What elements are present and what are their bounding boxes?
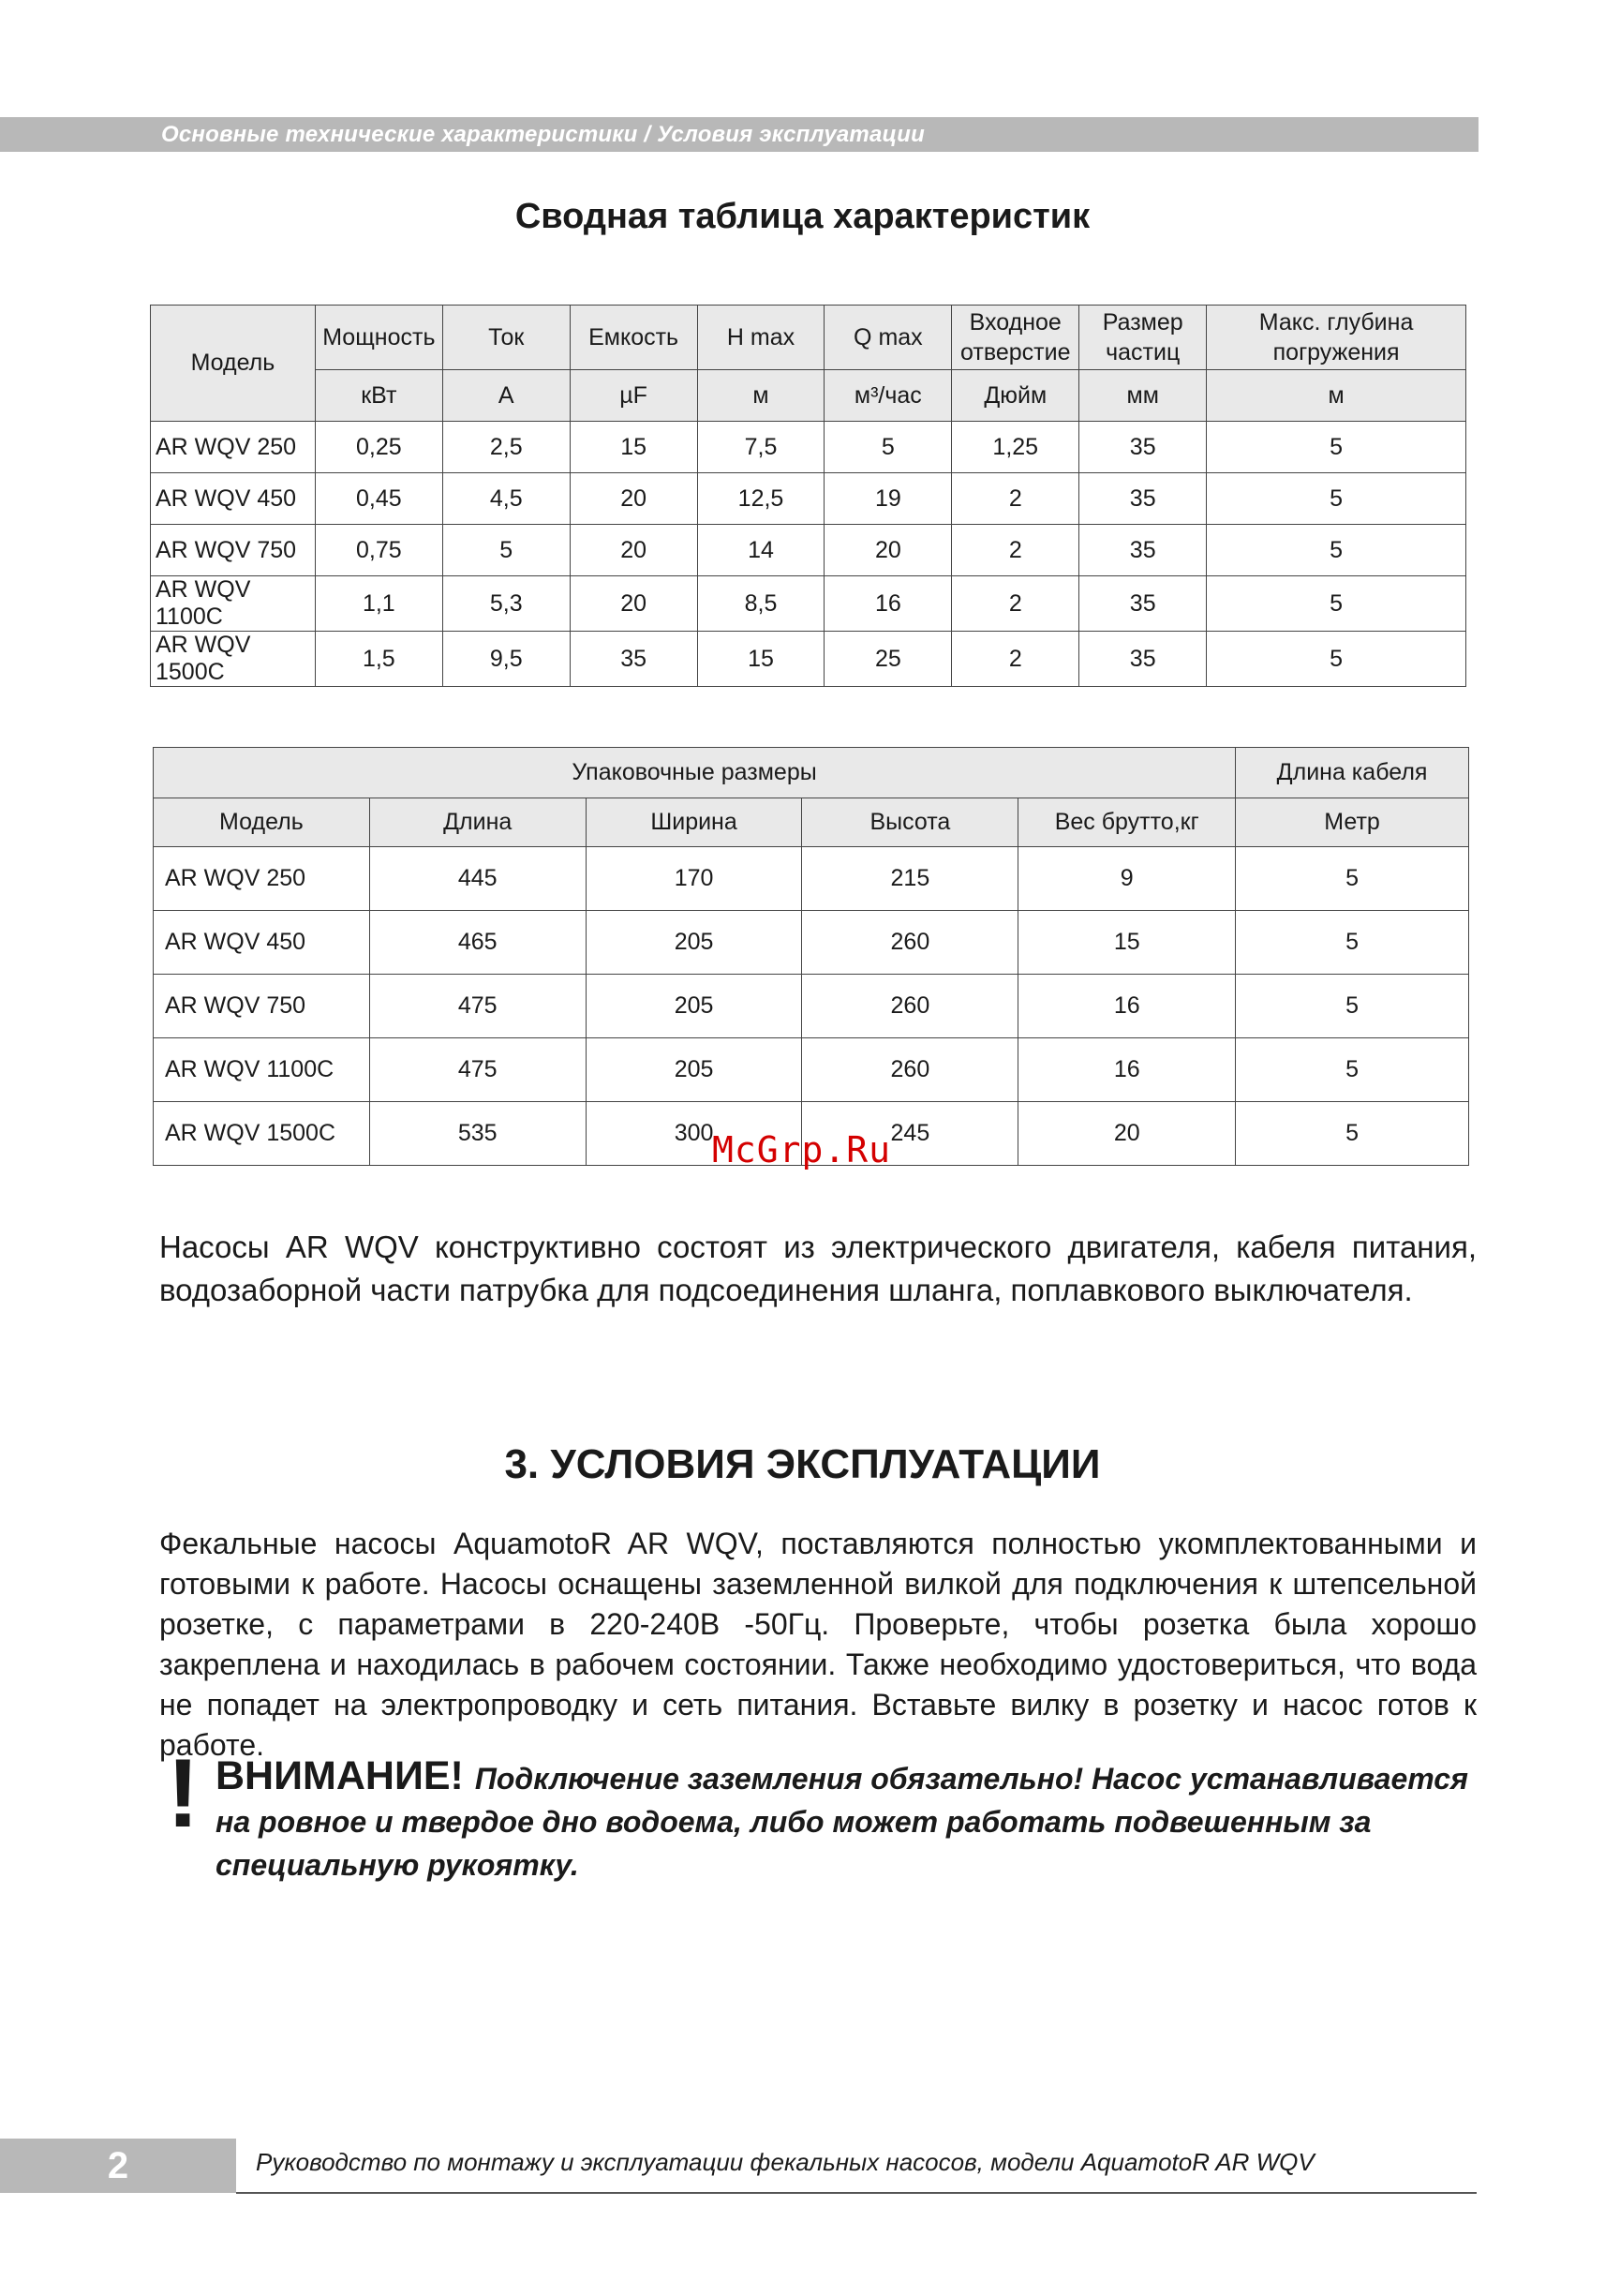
pack-cell-model: AR WQV 1500C [154, 1102, 370, 1166]
table-row [154, 911, 1469, 975]
spec-col-header: Q max [825, 306, 952, 370]
footer-divider [236, 2192, 1477, 2194]
spec-cell: 5 [1207, 576, 1466, 632]
spec-col-header: Входное отверстие [952, 306, 1079, 370]
spec-cell: 1,1 [315, 576, 442, 632]
pack-cell: 205 [586, 1038, 802, 1102]
spec-cell: 35 [1079, 473, 1207, 525]
spec-unit-header: Дюйм [952, 370, 1079, 422]
spec-cell: 0,75 [315, 525, 442, 576]
spec-cell: 2 [952, 525, 1079, 576]
spec-col-header: Мощность [315, 306, 442, 370]
header-bar [0, 117, 1479, 152]
table-row [151, 422, 1466, 473]
pack-cell: 300 [586, 1102, 802, 1166]
pack-cell: 465 [369, 911, 586, 975]
warning-text: Подключение заземления обязательно! Насос устанавливается на ровное и твердое дно водоема, либо может работать подвешенным за специальную рукоятку. [215, 1762, 1468, 1882]
pack-cell: 5 [1236, 911, 1469, 975]
pack-col-header: Вес брутто,кг [1018, 798, 1236, 847]
spec-cell: 1,25 [952, 422, 1079, 473]
pack-cell: 20 [1018, 1102, 1236, 1166]
spec-cell: 16 [825, 576, 952, 632]
pack-cell: 5 [1236, 975, 1469, 1038]
pack-cell: 260 [802, 911, 1018, 975]
spec-unit-header: А [442, 370, 570, 422]
header-text: Основные технические характеристики / Условия эксплуатации [161, 121, 925, 147]
spec-cell-model: AR WQV 250 [151, 422, 316, 473]
spec-cell: 5 [1207, 525, 1466, 576]
pack-col-header: Метр [1236, 798, 1469, 847]
warning-block [215, 1754, 1480, 1886]
spec-unit-header: мм [1079, 370, 1207, 422]
cable-length-header: Длина кабеля [1236, 748, 1469, 798]
spec-cell: 5 [825, 422, 952, 473]
pack-cell: 260 [802, 975, 1018, 1038]
spec-col-header: Макс. глубина погружения [1207, 306, 1466, 370]
pack-cell-model: AR WQV 1100C [154, 1038, 370, 1102]
spec-cell: 9,5 [442, 632, 570, 687]
spec-cell: 1,5 [315, 632, 442, 687]
spec-cell: 4,5 [442, 473, 570, 525]
table-row [151, 473, 1466, 525]
pack-cell: 215 [802, 847, 1018, 911]
spec-cell: 5 [1207, 422, 1466, 473]
spec-cell: 25 [825, 632, 952, 687]
pack-cell-model: AR WQV 450 [154, 911, 370, 975]
spec-cell: 2 [952, 576, 1079, 632]
spec-unit-header: µF [570, 370, 697, 422]
spec-cell: 2 [952, 632, 1079, 687]
pack-cell: 205 [586, 975, 802, 1038]
spec-cell: 35 [1079, 422, 1207, 473]
table-row [151, 632, 1466, 687]
pack-cell: 445 [369, 847, 586, 911]
table-row [154, 847, 1469, 911]
spec-cell: 35 [570, 632, 697, 687]
table-row [154, 1038, 1469, 1102]
spec-cell: 20 [825, 525, 952, 576]
pack-cell: 170 [586, 847, 802, 911]
spec-table [150, 305, 1466, 687]
spec-col-header: Ток [442, 306, 570, 370]
spec-cell: 2 [952, 473, 1079, 525]
section-title: 3. УСЛОВИЯ ЭКСПЛУАТАЦИИ [504, 1441, 1101, 1487]
spec-cell: 5,3 [442, 576, 570, 632]
pack-cell: 16 [1018, 1038, 1236, 1102]
spec-col-header: Размер частиц [1079, 306, 1207, 370]
spec-cell: 35 [1079, 632, 1207, 687]
spec-cell: 5 [1207, 473, 1466, 525]
pack-cell: 245 [802, 1102, 1018, 1166]
spec-col-header: Емкость [570, 306, 697, 370]
table-row [151, 576, 1466, 632]
page-number: 2 [0, 2139, 236, 2193]
spec-cell: 5 [1207, 632, 1466, 687]
exclamation-icon: ! [167, 1739, 200, 1848]
footer-text: Руководство по монтажу и эксплуатации фекальных насосов, модели AquamotoR AR WQV [256, 2148, 1315, 2176]
packaging-table [153, 747, 1469, 1166]
spec-cell-model: AR WQV 450 [151, 473, 316, 525]
spec-cell: 15 [697, 632, 825, 687]
spec-cell: 12,5 [697, 473, 825, 525]
pack-cell: 9 [1018, 847, 1236, 911]
operation-paragraph: Фекальные насосы AquamotoR AR WQV, поставляются полностью укомплектованными и готовыми к работе. Насосы оснащены заземленной вилкой для подключения к штепсельной розетке, с параметрами в 220-240В -50Гц. Проверьте, чтобы розетка была хорошо закреплена и находилась в рабочем состоянии. Также необходимо удостовериться, что вода не попадет на электропроводку и сеть питания. Вставьте вилку в розетку и насос готов к работе. [159, 1527, 1477, 1762]
watermark: McGrp.Ru [712, 1129, 892, 1170]
spec-cell: 15 [570, 422, 697, 473]
spec-unit-header: м³/час [825, 370, 952, 422]
pack-cell: 5 [1236, 847, 1469, 911]
spec-cell: 20 [570, 576, 697, 632]
spec-cell: 14 [697, 525, 825, 576]
spec-table-title: Сводная таблица характеристик [514, 197, 1091, 236]
pack-col-header: Длина [369, 798, 586, 847]
pack-cell: 535 [369, 1102, 586, 1166]
spec-cell: 7,5 [697, 422, 825, 473]
pack-cell: 475 [369, 975, 586, 1038]
warning-label: ВНИМАНИЕ! [215, 1753, 464, 1798]
spec-cell: 5 [442, 525, 570, 576]
pack-cell: 16 [1018, 975, 1236, 1038]
pack-col-header: Ширина [586, 798, 802, 847]
spec-unit-header: м [1207, 370, 1466, 422]
pack-cell-model: AR WQV 250 [154, 847, 370, 911]
spec-model-header: Модель [151, 306, 316, 422]
spec-cell: 19 [825, 473, 952, 525]
table-row [154, 975, 1469, 1038]
spec-cell-model: AR WQV 750 [151, 525, 316, 576]
pack-cell-model: AR WQV 750 [154, 975, 370, 1038]
spec-cell: 20 [570, 473, 697, 525]
pack-cell: 15 [1018, 911, 1236, 975]
packaging-group-header: Упаковочные размеры [154, 748, 1236, 798]
table-row [151, 525, 1466, 576]
pack-col-header: Модель [154, 798, 370, 847]
spec-cell: 2,5 [442, 422, 570, 473]
spec-cell: 0,45 [315, 473, 442, 525]
spec-cell-model: AR WQV 1500C [151, 632, 316, 687]
spec-cell: 35 [1079, 576, 1207, 632]
pack-cell: 205 [586, 911, 802, 975]
pack-cell: 260 [802, 1038, 1018, 1102]
spec-cell: 35 [1079, 525, 1207, 576]
spec-cell: 0,25 [315, 422, 442, 473]
spec-unit-header: кВт [315, 370, 442, 422]
spec-col-header: H max [697, 306, 825, 370]
spec-cell: 20 [570, 525, 697, 576]
pack-col-header: Высота [802, 798, 1018, 847]
pack-cell: 5 [1236, 1102, 1469, 1166]
spec-cell-model: AR WQV 1100C [151, 576, 316, 632]
pack-cell: 5 [1236, 1038, 1469, 1102]
pack-cell: 475 [369, 1038, 586, 1102]
spec-unit-header: м [697, 370, 825, 422]
spec-cell: 8,5 [697, 576, 825, 632]
construction-paragraph: Насосы AR WQV конструктивно состоят из электрического двигателя, кабеля питания, водозаборной части патрубка для подсоединения шланга, поплавкового выключателя. [159, 1230, 1477, 1307]
